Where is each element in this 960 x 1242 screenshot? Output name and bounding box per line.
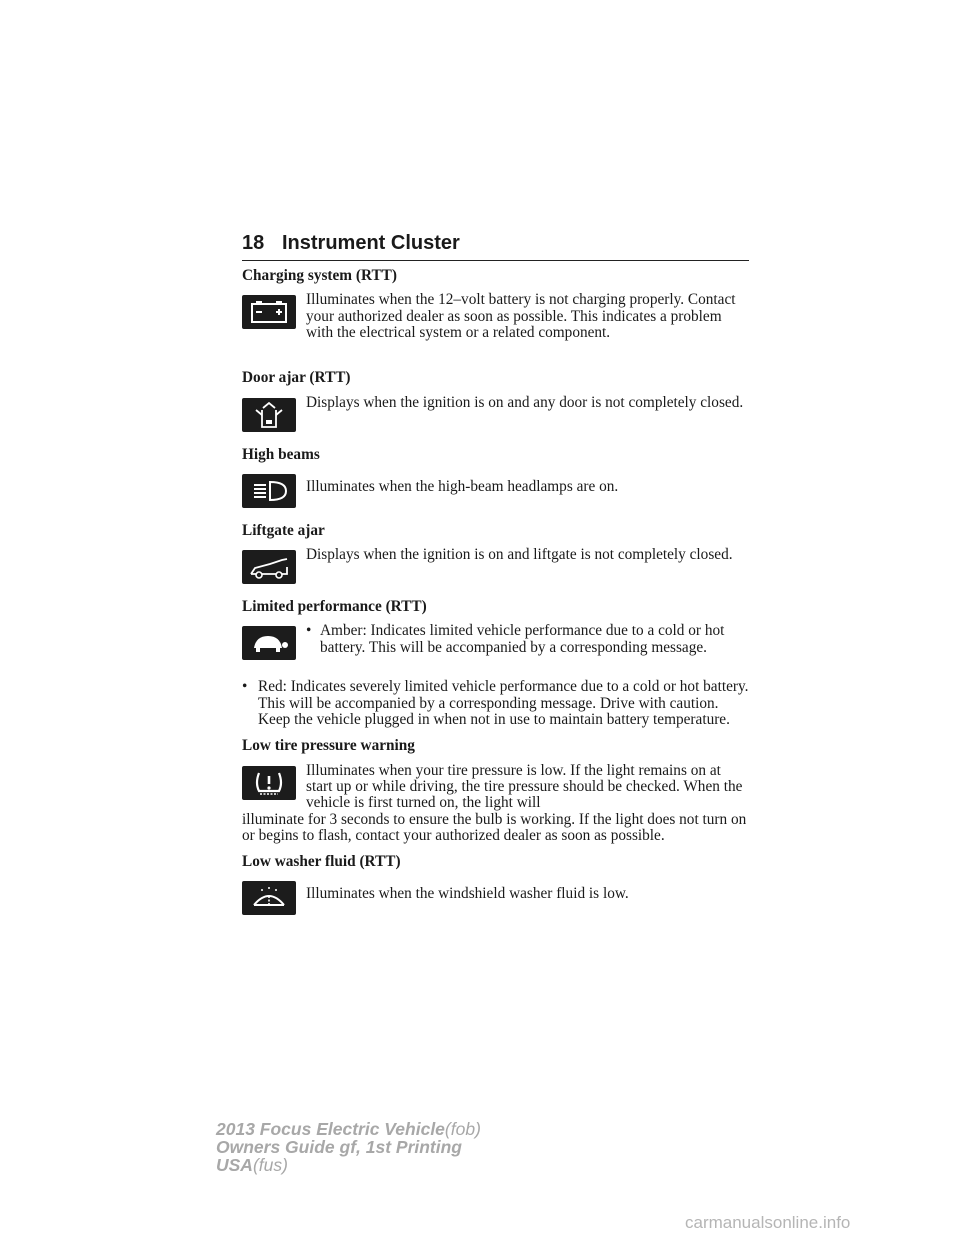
footer-region-code: (fus) [252, 1155, 288, 1175]
document-footer [216, 1120, 481, 1174]
page-header [242, 232, 749, 261]
footer-region: USA [216, 1155, 253, 1175]
bullet-red: • Red: Indicates severely limited vehicle performance due to a cold or hot battery. This will be accompanied by a corresponding message. Drive with caution. Keep the vehicle plugged in when not in use to maintain battery temperature. [242, 679, 749, 728]
section-high-beams [242, 447, 749, 513]
section-text: Illuminates when your tire pressure is low. If the light remains on at start up or while driving, the tire pressure should be checked. When the vehicle is first turned on, the light will [306, 761, 743, 812]
section-heading: Liftgate ajar [242, 521, 325, 539]
battery-icon [242, 295, 296, 329]
section-text: Illuminates when the high-beam headlamps are on. [306, 477, 619, 495]
section-charging-system [242, 268, 749, 360]
section-text-continued: illuminate for 3 seconds to ensure the bulb is working. If the light does not turn on or begins to flash, contact your authorized dealer as soon as possible. [242, 810, 747, 844]
washer-fluid-icon [242, 881, 296, 915]
section-heading: Low tire pressure warning [242, 737, 415, 755]
section-text: Illuminates when the 12–volt battery is not charging properly. Contact your authorized dealer as soon as possible. This indicates a problem with the electrical system or a related component. [306, 291, 736, 341]
footer-vehicle-code: (fob) [444, 1119, 481, 1139]
footer-guide: Owners Guide gf, 1st Printing [216, 1137, 462, 1157]
door-ajar-icon [242, 398, 296, 432]
footer-vehicle: 2013 Focus Electric Vehicle [216, 1119, 445, 1139]
section-liftgate-ajar [242, 523, 749, 589]
section-low-tire-pressure [242, 738, 749, 844]
section-text: Illuminates when the windshield washer fluid is low. [306, 885, 629, 903]
watermark: carmanualsonline.info [685, 1213, 851, 1232]
page-title: Instrument Cluster [282, 232, 460, 254]
section-heading: Door ajar (RTT) [242, 369, 351, 387]
liftgate-icon [242, 550, 296, 584]
section-low-washer-fluid [242, 854, 749, 920]
section-heading: Charging system (RTT) [242, 267, 397, 284]
section-heading: High beams [242, 445, 320, 463]
page-content [242, 268, 749, 930]
turtle-icon [242, 626, 296, 660]
bullet-amber: • Amber: Indicates limited vehicle performance due to a cold or hot battery. This will be accompanied by a corresponding message. [306, 623, 749, 656]
high-beam-icon [242, 474, 296, 508]
section-text: Displays when the ignition is on and liftgate is not completely closed. [306, 546, 733, 564]
section-door-ajar [242, 370, 749, 436]
section-text: Displays when the ignition is on and any door is not completely closed. [306, 393, 744, 411]
section-limited-performance [242, 599, 749, 728]
page-number: 18 [242, 232, 265, 254]
tire-pressure-icon [242, 766, 296, 800]
section-heading: Limited performance (RTT) [242, 598, 427, 616]
section-heading: Low washer fluid (RTT) [242, 853, 401, 871]
